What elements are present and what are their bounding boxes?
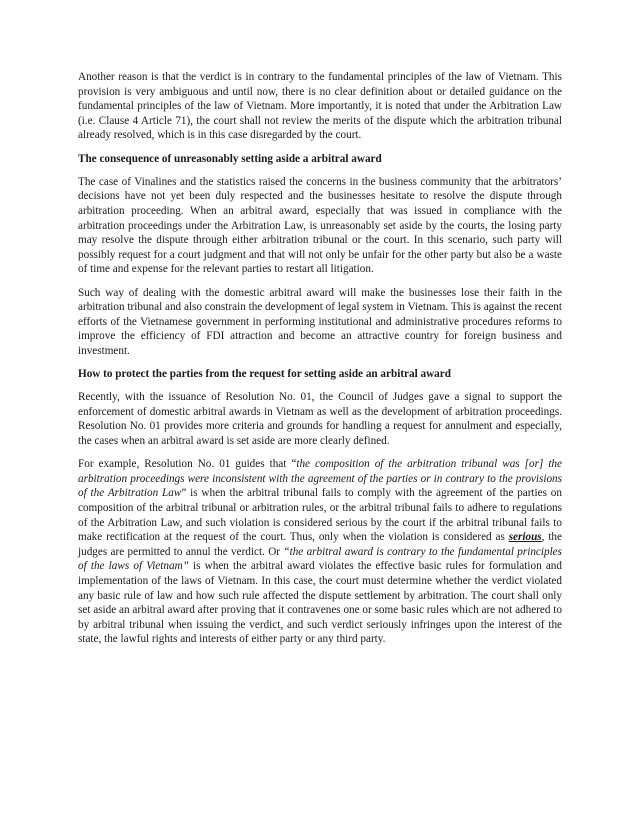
section-heading-consequence: The consequence of unreasonably setting aside a arbitral award <box>78 152 382 165</box>
document-page <box>78 70 562 656</box>
quote-fundamental-principles: “the arbitral award is contrary to the fundamental principles of the laws of Vietnam” <box>78 545 563 573</box>
paragraph-5-text-1: For example, Resolution No. 01 guides that “ <box>78 458 297 471</box>
paragraph-5 <box>78 457 562 647</box>
paragraph-1: Another reason is that the verdict is in contrary to the fundamental principles of the law of Vietnam. This provision is very ambiguous and until now, there is no clear definition about or detailed guidance on the fundamental principles of the law of Vietnam. More importantly, it is noted that under the Arbitration Law (i.e. Clause 4 Article 71), the court shall not review the merits of the dispute which the arbitration tribunal already resolved, which is in this case disregarded by the court. <box>78 71 562 142</box>
quote-composition: the composition of the arbitration tribunal was [or] the arbitration proceedings were inconsistent with the agreement of the parties or in contrary to the provisions of the Arbitration Law <box>78 458 562 500</box>
paragraph-4: Recently, with the issuance of Resolution No. 01, the Council of Judges gave a signal to support the enforcement of domestic arbitral awards in Vietnam as well as the development of arbitration proceedings. Resolution No. 01 provides more criteria and grounds for handling a request for annulment and especially, the cases when an arbitral award is set aside are more clearly defined. <box>78 391 562 448</box>
paragraph-3: Such way of dealing with the domestic arbitral award will make the businesses lose their faith in the arbitration tribunal and also constrain the development of legal system in Vietnam. This is against the recent efforts of the Vietnamese government in performing institutional and administrative procedures reforms to improve the efficiency of FDI attraction and become an attractive country for foreign business and investment. <box>78 286 562 357</box>
paragraph-5-text-2: ” is when the arbitral tribunal fails to comply with the agreement of the parties on composition of the arbitral tribunal or arbitration rules, or the arbitral tribunal fails to adhere to regulations of the Arbitration Law, and such violation is considered serious by the court if the arbitral tribunal fails to make rectification at the request of the court. Thus, only when the violation is considered as <box>78 487 562 544</box>
section-heading-protect: How to protect the parties from the request for setting aside an arbitral award <box>78 368 451 381</box>
emphasis-serious: serious <box>508 531 542 544</box>
paragraph-5-text-4: is when the arbitral award violates the effective basic rules for formulation and implementation of the laws of Vietnam. In this case, the court must determine whether the verdict violated any basic rule of law and how such rule affected the dispute settlement by arbitration. The court shall only set aside an arbitral award after proving that it contravenes one or some basic rules which are not adhered to by arbitral tribunal when issuing the verdict, and such verdict seriously infringes upon the interest of the state, the lawful rights and interests of either party or any third party. <box>78 560 562 646</box>
paragraph-5-text-3: , the judges are permitted to annul the verdict. Or <box>78 531 562 558</box>
paragraph-2: The case of Vinalines and the statistics raised the concerns in the business community that the arbitrators’ decisions have not yet been duly respected and the businesses hesitate to resolve the dispute through arbitration proceeding. When an arbitral award, especially that was issued in compliance with the arbitration proceedings under the Arbitration Law, is unreasonably set aside by the courts, the losing party may resolve the dispute through either arbitration tribunal or the court. In this scenario, such party will possibly request for a court judgment and that will not only be unfair for the other party but also be a waste of time and expense for the relevant parties to restart all litigation. <box>78 175 562 276</box>
